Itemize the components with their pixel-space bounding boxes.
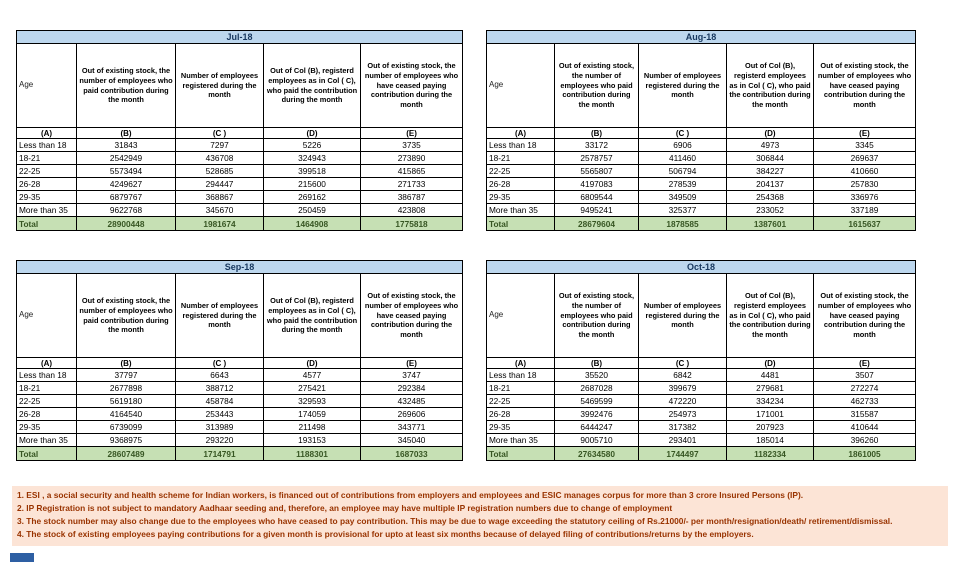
value-cell: 9622768: [77, 204, 176, 217]
value-cell: 3345: [814, 139, 916, 152]
age-group-label: More than 35: [17, 204, 77, 217]
value-cell: 2542949: [77, 152, 176, 165]
total-row: [487, 217, 916, 231]
value-cell: 6444247: [555, 421, 639, 434]
table-row: [487, 152, 916, 165]
value-cell: 315587: [814, 408, 916, 421]
col-letter-c: (C ): [176, 128, 264, 139]
col-header-d: Out of Col (B), registerd employees as in Col ( C), who paid the contribution during the month: [264, 44, 361, 128]
table-jul-18: [16, 30, 462, 231]
value-cell: 337189: [814, 204, 916, 217]
value-cell: 37797: [77, 369, 176, 382]
value-cell: 1775818: [361, 217, 463, 231]
value-cell: 386787: [361, 191, 463, 204]
value-cell: 269162: [264, 191, 361, 204]
value-cell: 171001: [727, 408, 814, 421]
age-group-label: 22-25: [17, 165, 77, 178]
column-letter-row: [487, 128, 916, 139]
age-group-label: Less than 18: [17, 139, 77, 152]
value-cell: 5573494: [77, 165, 176, 178]
table-row: [487, 395, 916, 408]
value-cell: 1387601: [727, 217, 814, 231]
value-cell: 215600: [264, 178, 361, 191]
age-group-label: 22-25: [487, 165, 555, 178]
value-cell: 2578757: [555, 152, 639, 165]
value-cell: 272274: [814, 382, 916, 395]
age-group-label: More than 35: [17, 434, 77, 447]
col-header-age: Age: [17, 44, 77, 128]
table-row: [17, 408, 463, 421]
table-row: [17, 204, 463, 217]
value-cell: 396260: [814, 434, 916, 447]
table-row: [487, 382, 916, 395]
value-cell: 33172: [555, 139, 639, 152]
col-header-b: Out of existing stock, the number of employees who paid contribution during the month: [555, 274, 639, 358]
col-header-e: Out of existing stock, the number of employees who have ceased paying contribution during the month: [814, 274, 916, 358]
value-cell: 254973: [639, 408, 727, 421]
age-group-label: Less than 18: [17, 369, 77, 382]
age-group-label: 29-35: [17, 191, 77, 204]
value-cell: 6842: [639, 369, 727, 382]
value-cell: 294447: [176, 178, 264, 191]
value-cell: 6643: [176, 369, 264, 382]
value-cell: 185014: [727, 434, 814, 447]
value-cell: 211498: [264, 421, 361, 434]
table-row: [17, 395, 463, 408]
value-cell: 6809544: [555, 191, 639, 204]
month-title: Oct-18: [487, 261, 916, 274]
value-cell: 293220: [176, 434, 264, 447]
table-row: [487, 421, 916, 434]
col-letter-a: (A): [487, 358, 555, 369]
col-letter-e: (E): [814, 128, 916, 139]
age-group-label: Less than 18: [487, 369, 555, 382]
table-row: [17, 434, 463, 447]
value-cell: 269606: [361, 408, 463, 421]
value-cell: 1878585: [639, 217, 727, 231]
data-table: [486, 30, 916, 231]
value-cell: 1464908: [264, 217, 361, 231]
table-row: [17, 191, 463, 204]
value-cell: 384227: [727, 165, 814, 178]
value-cell: 9368975: [77, 434, 176, 447]
value-cell: 3992476: [555, 408, 639, 421]
table-body: [487, 369, 916, 461]
column-header-row: [17, 44, 463, 128]
value-cell: 1861005: [814, 447, 916, 461]
value-cell: 35520: [555, 369, 639, 382]
footnote-4: 4. The stock of existing employees paying contributions for a given month is provisional for upto at least six months because of delayed filing of contributions/returns by the employers.: [17, 529, 754, 539]
age-group-label: 29-35: [487, 191, 555, 204]
col-header-d: Out of Col (B), registerd employees as in Col ( C), who paid the contribution during the month: [264, 274, 361, 358]
value-cell: 399518: [264, 165, 361, 178]
age-group-label: More than 35: [487, 204, 555, 217]
value-cell: 254368: [727, 191, 814, 204]
col-header-d: Out of Col (B), registerd employees as in Col ( C), who paid the contribution during the month: [727, 274, 814, 358]
col-header-e: Out of existing stock, the number of employees who have ceased paying contribution during the month: [361, 44, 463, 128]
value-cell: 1615637: [814, 217, 916, 231]
col-letter-d: (D): [727, 358, 814, 369]
value-cell: 207923: [727, 421, 814, 434]
value-cell: 506794: [639, 165, 727, 178]
value-cell: 1744497: [639, 447, 727, 461]
col-letter-d: (D): [264, 358, 361, 369]
age-group-label: More than 35: [487, 434, 555, 447]
value-cell: 2687028: [555, 382, 639, 395]
value-cell: 306844: [727, 152, 814, 165]
col-letter-a: (A): [17, 358, 77, 369]
month-title: Jul-18: [17, 31, 463, 44]
value-cell: 388712: [176, 382, 264, 395]
value-cell: 6879767: [77, 191, 176, 204]
age-group-label: 22-25: [17, 395, 77, 408]
table-row: [17, 152, 463, 165]
age-group-label: 29-35: [487, 421, 555, 434]
value-cell: 436708: [176, 152, 264, 165]
col-header-c: Number of employees registered during the month: [176, 44, 264, 128]
table-row: [17, 369, 463, 382]
age-group-label: Total: [487, 217, 555, 231]
data-table: [16, 260, 463, 461]
value-cell: 1981674: [176, 217, 264, 231]
value-cell: 28679604: [555, 217, 639, 231]
col-letter-b: (B): [77, 128, 176, 139]
table-row: [17, 421, 463, 434]
value-cell: 233052: [727, 204, 814, 217]
value-cell: 345670: [176, 204, 264, 217]
value-cell: 415865: [361, 165, 463, 178]
col-letter-c: (C ): [639, 358, 727, 369]
value-cell: 5469599: [555, 395, 639, 408]
value-cell: 3747: [361, 369, 463, 382]
column-letter-row: [487, 358, 916, 369]
column-header-row: [17, 274, 463, 358]
value-cell: 432485: [361, 395, 463, 408]
col-header-b: Out of existing stock, the number of employees who paid contribution during the month: [555, 44, 639, 128]
table-oct-18: [486, 260, 915, 461]
footnote-3: 3. The stock number may also change due to the employees who have ceased to pay contribution. This may be due to wage exceeding the statutory ceiling of Rs.21000/- per month/resignation/death/ retirement/dismissal.: [17, 516, 893, 526]
table-row: [487, 178, 916, 191]
age-group-label: 18-21: [487, 382, 555, 395]
col-header-age: Age: [487, 274, 555, 358]
total-row: [17, 447, 463, 461]
month-header-row: [487, 261, 916, 274]
value-cell: 317382: [639, 421, 727, 434]
value-cell: 3735: [361, 139, 463, 152]
value-cell: 4197083: [555, 178, 639, 191]
total-row: [17, 217, 463, 231]
col-letter-c: (C ): [176, 358, 264, 369]
age-group-label: Total: [487, 447, 555, 461]
col-letter-b: (B): [555, 128, 639, 139]
bottom-left-blue-marker: [10, 553, 34, 562]
value-cell: 204137: [727, 178, 814, 191]
value-cell: 4481: [727, 369, 814, 382]
table-body: [17, 139, 463, 231]
age-group-label: 22-25: [487, 395, 555, 408]
age-group-label: 18-21: [17, 152, 77, 165]
value-cell: 410660: [814, 165, 916, 178]
value-cell: 6739099: [77, 421, 176, 434]
col-header-c: Number of employees registered during the month: [176, 274, 264, 358]
value-cell: 27634580: [555, 447, 639, 461]
value-cell: 5565807: [555, 165, 639, 178]
table-row: [487, 139, 916, 152]
col-header-c: Number of employees registered during the month: [639, 274, 727, 358]
data-table: [486, 260, 916, 461]
col-letter-b: (B): [555, 358, 639, 369]
value-cell: 31843: [77, 139, 176, 152]
table-row: [487, 369, 916, 382]
age-group-label: 26-28: [17, 408, 77, 421]
value-cell: 399679: [639, 382, 727, 395]
value-cell: 1188301: [264, 447, 361, 461]
table-row: [487, 434, 916, 447]
footnote-2: 2. IP Registration is not subject to mandatory Aadhaar seeding and, therefore, an employee may have multiple IP registration numbers due to change of employment: [17, 503, 673, 513]
value-cell: 273890: [361, 152, 463, 165]
value-cell: 2677898: [77, 382, 176, 395]
col-letter-d: (D): [264, 128, 361, 139]
table-row: [17, 178, 463, 191]
value-cell: 292384: [361, 382, 463, 395]
value-cell: 253443: [176, 408, 264, 421]
value-cell: 349509: [639, 191, 727, 204]
age-group-label: 26-28: [487, 408, 555, 421]
value-cell: 4164540: [77, 408, 176, 421]
value-cell: 313989: [176, 421, 264, 434]
value-cell: 28607489: [77, 447, 176, 461]
column-header-row: [487, 44, 916, 128]
value-cell: 5226: [264, 139, 361, 152]
col-header-c: Number of employees registered during the month: [639, 44, 727, 128]
table-row: [487, 408, 916, 421]
col-letter-b: (B): [77, 358, 176, 369]
value-cell: 336976: [814, 191, 916, 204]
value-cell: 458784: [176, 395, 264, 408]
table-row: [487, 191, 916, 204]
month-title: Aug-18: [487, 31, 916, 44]
col-header-age: Age: [487, 44, 555, 128]
col-letter-d: (D): [727, 128, 814, 139]
value-cell: 329593: [264, 395, 361, 408]
value-cell: 278539: [639, 178, 727, 191]
value-cell: 7297: [176, 139, 264, 152]
value-cell: 9495241: [555, 204, 639, 217]
value-cell: 275421: [264, 382, 361, 395]
value-cell: 423808: [361, 204, 463, 217]
age-group-label: Total: [17, 217, 77, 231]
value-cell: 293401: [639, 434, 727, 447]
value-cell: 269637: [814, 152, 916, 165]
col-letter-a: (A): [17, 128, 77, 139]
value-cell: 1714791: [176, 447, 264, 461]
value-cell: 4577: [264, 369, 361, 382]
col-header-b: Out of existing stock, the number of employees who paid contribution during the month: [77, 274, 176, 358]
footnote-1: 1. ESI , a social security and health scheme for Indian workers, is financed out of contributions from employers and employees and ESIC manages corpus for more than 3 crore Insured Persons (IP).: [17, 490, 804, 500]
value-cell: 324943: [264, 152, 361, 165]
value-cell: 193153: [264, 434, 361, 447]
col-letter-e: (E): [814, 358, 916, 369]
value-cell: 411460: [639, 152, 727, 165]
age-group-label: 18-21: [17, 382, 77, 395]
col-header-age: Age: [17, 274, 77, 358]
footnotes-panel: [12, 486, 948, 546]
value-cell: 28900448: [77, 217, 176, 231]
value-cell: 257830: [814, 178, 916, 191]
month-header-row: [17, 31, 463, 44]
col-letter-e: (E): [361, 358, 463, 369]
value-cell: 174059: [264, 408, 361, 421]
table-sep-18: [16, 260, 462, 461]
table-row: [487, 204, 916, 217]
col-header-d: Out of Col (B), registerd employees as in Col ( C), who paid the contribution during the month: [727, 44, 814, 128]
value-cell: 279681: [727, 382, 814, 395]
value-cell: 472220: [639, 395, 727, 408]
value-cell: 334234: [727, 395, 814, 408]
value-cell: 4249627: [77, 178, 176, 191]
col-header-e: Out of existing stock, the number of employees who have ceased paying contribution during the month: [814, 44, 916, 128]
col-header-e: Out of existing stock, the number of employees who have ceased paying contribution during the month: [361, 274, 463, 358]
value-cell: 1182334: [727, 447, 814, 461]
value-cell: 528685: [176, 165, 264, 178]
value-cell: 6906: [639, 139, 727, 152]
value-cell: 3507: [814, 369, 916, 382]
value-cell: 1687033: [361, 447, 463, 461]
table-aug-18: [486, 30, 915, 231]
month-title: Sep-18: [17, 261, 463, 274]
age-group-label: 18-21: [487, 152, 555, 165]
column-header-row: [487, 274, 916, 358]
col-letter-e: (E): [361, 128, 463, 139]
data-table: [16, 30, 463, 231]
value-cell: 9005710: [555, 434, 639, 447]
column-letter-row: [17, 128, 463, 139]
month-header-row: [17, 261, 463, 274]
value-cell: 345040: [361, 434, 463, 447]
value-cell: 343771: [361, 421, 463, 434]
table-row: [17, 165, 463, 178]
table-row: [487, 165, 916, 178]
value-cell: 5619180: [77, 395, 176, 408]
age-group-label: Total: [17, 447, 77, 461]
age-group-label: 29-35: [17, 421, 77, 434]
total-row: [487, 447, 916, 461]
month-header-row: [487, 31, 916, 44]
table-body: [487, 139, 916, 231]
table-row: [17, 382, 463, 395]
age-group-label: 26-28: [487, 178, 555, 191]
value-cell: 368867: [176, 191, 264, 204]
table-body: [17, 369, 463, 461]
value-cell: 462733: [814, 395, 916, 408]
value-cell: 250459: [264, 204, 361, 217]
value-cell: 325377: [639, 204, 727, 217]
column-letter-row: [17, 358, 463, 369]
col-letter-a: (A): [487, 128, 555, 139]
col-header-b: Out of existing stock, the number of employees who paid contribution during the month: [77, 44, 176, 128]
col-letter-c: (C ): [639, 128, 727, 139]
age-group-label: 26-28: [17, 178, 77, 191]
age-group-label: Less than 18: [487, 139, 555, 152]
value-cell: 271733: [361, 178, 463, 191]
table-row: [17, 139, 463, 152]
value-cell: 410644: [814, 421, 916, 434]
value-cell: 4973: [727, 139, 814, 152]
